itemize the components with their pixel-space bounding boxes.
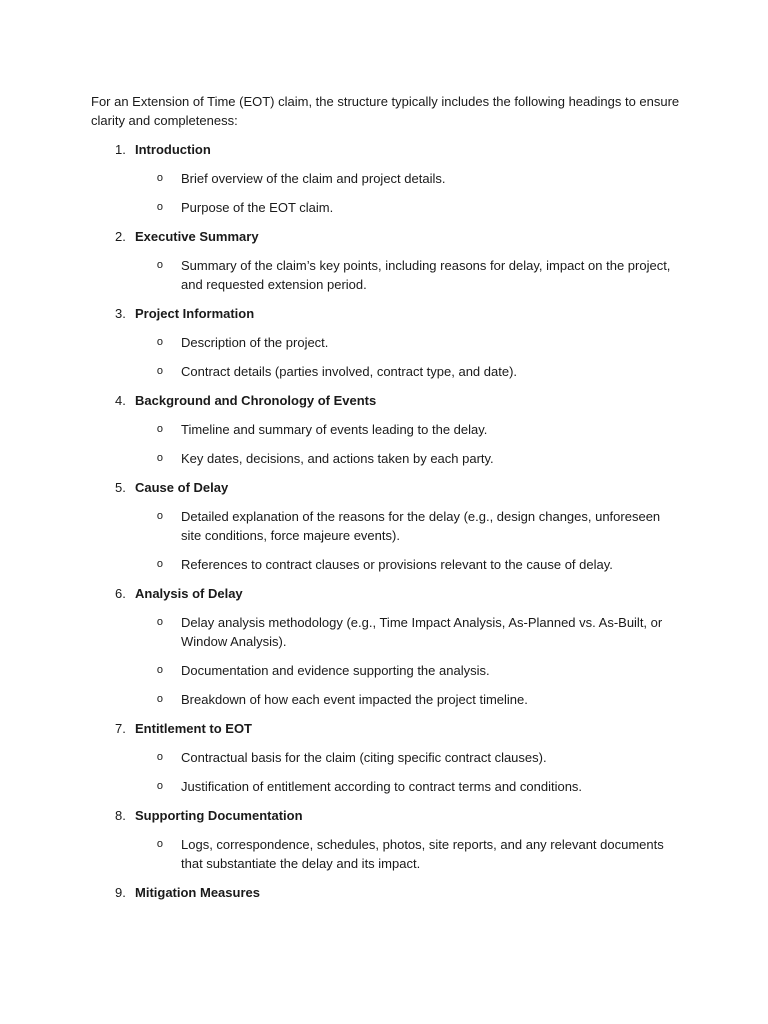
- section-number-cell: [91, 806, 135, 825]
- bullet-list: [91, 256, 681, 294]
- bullet-text: Brief overview of the claim and project details.: [181, 171, 446, 186]
- bullet-list: [91, 748, 681, 796]
- hollow-bullet-icon: o: [156, 693, 163, 705]
- bullet-item: [91, 333, 681, 352]
- hollow-bullet-icon: o: [156, 838, 163, 850]
- section-number: 1.: [115, 142, 126, 157]
- section-number-cell: [91, 391, 135, 410]
- section-heading-row: [91, 584, 681, 603]
- section-number: 8.: [115, 808, 126, 823]
- section-list: [91, 140, 681, 902]
- section-heading-row: [91, 227, 681, 246]
- section-number: 5.: [115, 480, 126, 495]
- section-item: [91, 478, 681, 574]
- bullet-text: Key dates, decisions, and actions taken by each party.: [181, 451, 494, 466]
- bullet-text: Purpose of the EOT claim.: [181, 200, 334, 215]
- intro-paragraph: For an Extension of Time (EOT) claim, the structure typically includes the following headings to ensure clarity and completeness:: [91, 94, 680, 128]
- section-title: Introduction: [135, 142, 211, 157]
- bullet-text: Description of the project.: [181, 335, 329, 350]
- section-item: [91, 140, 681, 217]
- bullet-list: [91, 613, 681, 709]
- bullet-text: Contractual basis for the claim (citing specific contract clauses).: [181, 750, 547, 765]
- bullet-item: [91, 777, 681, 796]
- section-item: [91, 391, 681, 468]
- hollow-bullet-icon: o: [156, 558, 163, 570]
- bullet-item: [91, 420, 681, 439]
- section-number: 2.: [115, 229, 126, 244]
- hollow-bullet-icon: o: [156, 664, 163, 676]
- document-body: [91, 92, 681, 912]
- hollow-bullet-icon: o: [156, 336, 163, 348]
- bullet-text: References to contract clauses or provisions relevant to the cause of delay.: [181, 557, 613, 572]
- section-heading-row: [91, 304, 681, 323]
- section-item: [91, 227, 681, 294]
- bullet-list: [91, 835, 681, 873]
- section-item: [91, 304, 681, 381]
- section-number: 3.: [115, 306, 126, 321]
- section-item: [91, 806, 681, 873]
- bullet-item: [91, 661, 681, 680]
- bullet-text: Detailed explanation of the reasons for the delay (e.g., design changes, unforeseen site conditions, force majeure events).: [181, 509, 661, 543]
- hollow-bullet-icon: o: [156, 452, 163, 464]
- section-number: 7.: [115, 721, 126, 736]
- section-title: Executive Summary: [135, 229, 259, 244]
- bullet-item: [91, 555, 681, 574]
- bullet-text: Justification of entitlement according to contract terms and conditions.: [181, 779, 583, 794]
- bullet-list: [91, 507, 681, 574]
- section-title: Entitlement to EOT: [135, 721, 252, 736]
- section-number-cell: [91, 140, 135, 159]
- section-heading-row: [91, 806, 681, 825]
- bullet-text: Delay analysis methodology (e.g., Time Impact Analysis, As-Planned vs. As-Built, or Window Analysis).: [181, 615, 663, 649]
- hollow-bullet-icon: o: [156, 259, 163, 271]
- hollow-bullet-icon: o: [156, 780, 163, 792]
- bullet-text: Contract details (parties involved, contract type, and date).: [181, 364, 518, 379]
- bullet-item: [91, 198, 681, 217]
- section-title: Cause of Delay: [135, 480, 229, 495]
- bullet-text: Logs, correspondence, schedules, photos, site reports, and any relevant documents that substantiate the delay and its impact.: [181, 837, 664, 871]
- section-title: Background and Chronology of Events: [135, 393, 377, 408]
- bullet-text: Timeline and summary of events leading to the delay.: [181, 422, 488, 437]
- section-number: 6.: [115, 586, 126, 601]
- section-number-cell: [91, 478, 135, 497]
- hollow-bullet-icon: o: [156, 365, 163, 377]
- hollow-bullet-icon: o: [156, 510, 163, 522]
- bullet-list: [91, 420, 681, 468]
- section-title: Analysis of Delay: [135, 586, 243, 601]
- bullet-item: [91, 748, 681, 767]
- section-heading-row: [91, 883, 681, 902]
- bullet-list: [91, 169, 681, 217]
- section-heading-row: [91, 719, 681, 738]
- section-number-cell: [91, 584, 135, 603]
- bullet-item: [91, 690, 681, 709]
- bullet-text: Documentation and evidence supporting the analysis.: [181, 663, 490, 678]
- section-number: 9.: [115, 885, 126, 900]
- section-number: 4.: [115, 393, 126, 408]
- bullet-item: [91, 613, 681, 651]
- bullet-item: [91, 169, 681, 188]
- bullet-item: [91, 835, 681, 873]
- hollow-bullet-icon: o: [156, 423, 163, 435]
- section-number-cell: [91, 304, 135, 323]
- section-number-cell: [91, 883, 135, 902]
- section-item: [91, 883, 681, 902]
- section-item: [91, 719, 681, 796]
- section-item: [91, 584, 681, 709]
- bullet-item: [91, 256, 681, 294]
- hollow-bullet-icon: o: [156, 172, 163, 184]
- section-title: Mitigation Measures: [135, 885, 260, 900]
- hollow-bullet-icon: o: [156, 616, 163, 628]
- section-number-cell: [91, 719, 135, 738]
- bullet-list: [91, 333, 681, 381]
- section-heading-row: [91, 140, 681, 159]
- section-title: Project Information: [135, 306, 255, 321]
- bullet-item: [91, 449, 681, 468]
- section-heading-row: [91, 478, 681, 497]
- section-number-cell: [91, 227, 135, 246]
- section-heading-row: [91, 391, 681, 410]
- bullet-item: [91, 507, 681, 545]
- section-title: Supporting Documentation: [135, 808, 303, 823]
- bullet-item: [91, 362, 681, 381]
- bullet-text: Breakdown of how each event impacted the project timeline.: [181, 692, 528, 707]
- bullet-text: Summary of the claim’s key points, including reasons for delay, impact on the project, and requested extension period.: [181, 258, 671, 292]
- hollow-bullet-icon: o: [156, 751, 163, 763]
- hollow-bullet-icon: o: [156, 201, 163, 213]
